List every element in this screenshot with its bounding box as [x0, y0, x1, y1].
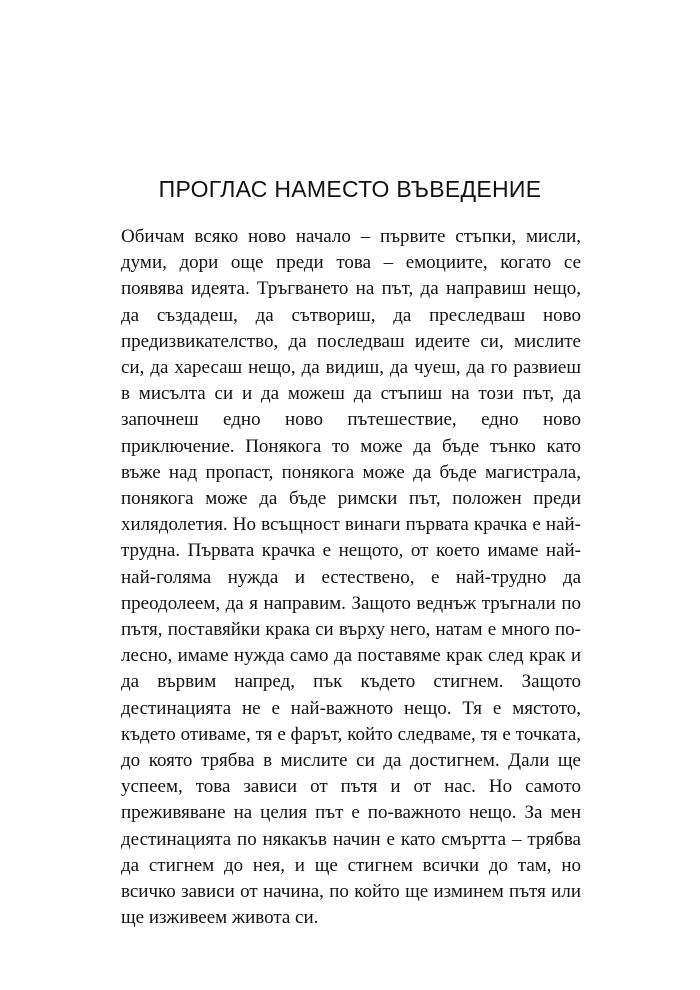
body-paragraph: Обичам всяко ново начало – първите стъпки, мисли, думи, дори още преди това – емоциите, когато се появява идеята. Тръгването на път, да направиш нещо, да създадеш, да сътвориш, да преследваш ново предизвикателство, да последваш идеите си, мислите си, да харесаш нещо, да видиш, да чуеш, да го развиеш в мисълта си и да можеш да стъпиш на този път, да започнеш едно ново пътешествие, едно ново приключение. Понякога то може да бъде тънко като въже над пропаст, понякога може да бъде магистрала, понякога може да бъде римски път, положен преди хилядолетия. Но всъщност винаги първата крачка е най-трудна. Първата крачка е нещото, от което имаме най-най-голяма нужда и естествено, е най-трудно да преодолеем, да я направим. Защото веднъж тръгнали по пътя, поставяйки крака си върху него, натам е много по-лесно, имаме нужда само да поставяме крак след крак и да вървим напред, пък където стигнем. Защото дестинацията не е най-важното нещо. Тя е мястото, където отиваме, тя е фарът, който следваме, тя е точката, до която трябва в мислите си да достигнем. Дали ще успеем, това зависи от пътя и от нас. Но самото преживяване на целия път е по-важното нещо. За мен дестинацията по някакъв начин е като смъртта – трябва да стигнем до нея, и ще стигнем всички до там, но всичко зависи от начина, по който ще изминем пътя или ще изживеем живота си.	[121, 226, 581, 929]
page-title: ПРОГЛАС НАМЕСТО ВЪВЕДЕНИЕ	[158, 176, 542, 202]
